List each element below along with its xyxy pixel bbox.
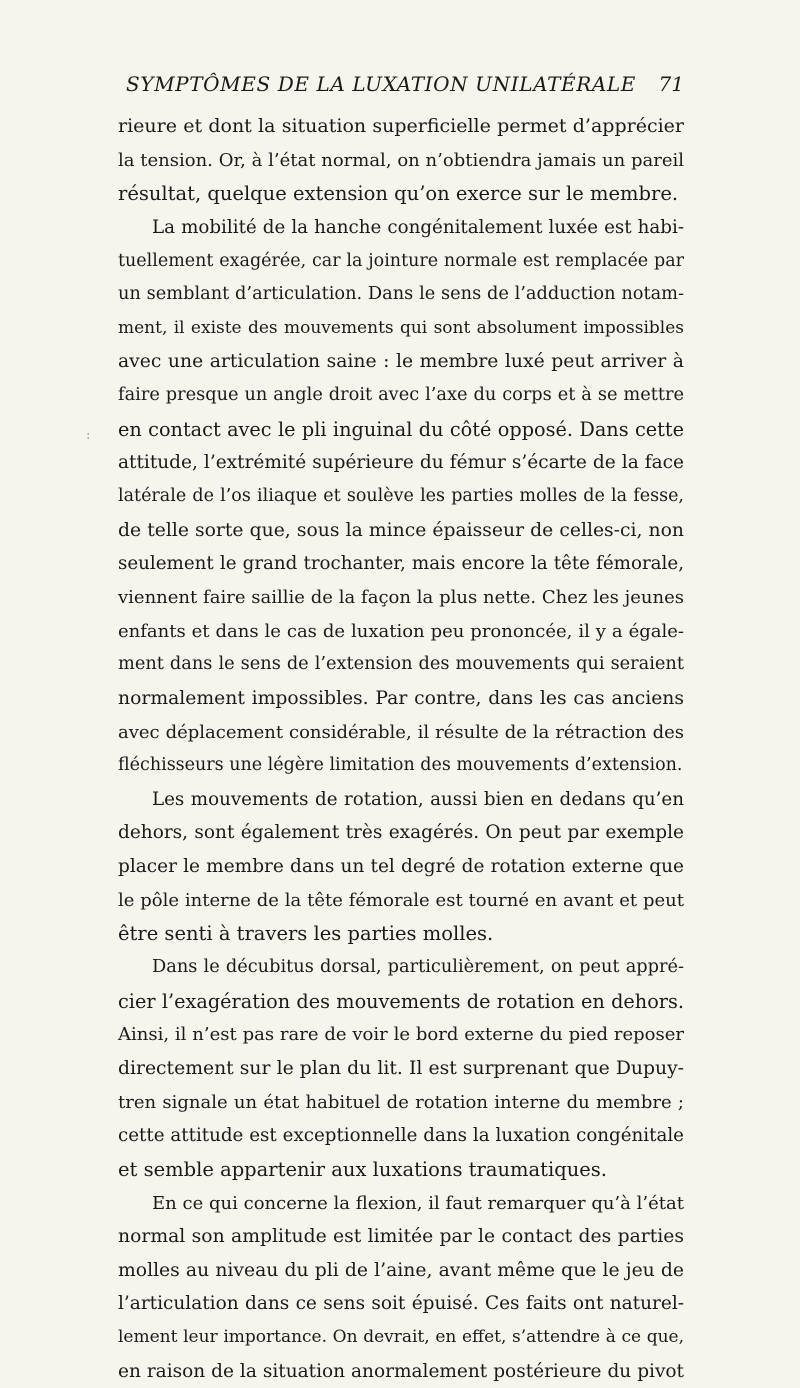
text-line: être senti à travers les parties molles.: [118, 922, 494, 946]
text-line: ment, il existe des mouvements qui sont absolument impossibles: [118, 317, 684, 338]
text-line: de telle sorte que, sous la mince épaisseur de celles-ci, non: [118, 519, 684, 541]
text-line: placer le membre dans un tel degré de rotation externe que: [118, 856, 684, 878]
text-line: rieure et dont la situation superficielle permet d’apprécier: [118, 115, 684, 137]
text-line: avec une articulation saine : le membre luxé peut arriver à: [118, 351, 684, 373]
text-line: le pôle interne de la tête fémorale est tourné en avant et peut: [118, 889, 684, 911]
text-line: la tension. Or, à l’état normal, on n’obtiendra jamais un pareil: [118, 149, 684, 171]
running-title: SYMPTÔMES DE LA LUXATION UNILATÉRALE: [125, 72, 636, 96]
text-line: tren signale un état habituel de rotation interne du membre ;: [118, 1091, 684, 1113]
text-line: un semblant d’articulation. Dans le sens de l’adduction notam-: [118, 284, 684, 305]
text-line: attitude, l’extrémité supérieure du fémur s’écarte de la face: [118, 452, 684, 474]
text-line: résultat, quelque extension qu’on exerce sur le membre.: [118, 182, 679, 206]
text-line: dehors, sont également très exagérés. On peut par exemple: [118, 822, 684, 844]
text-line: latérale de l’os iliaque et soulève les parties molles de la fesse,: [118, 486, 684, 507]
text-line: cette attitude est exceptionnelle dans la luxation congénitale: [118, 1125, 684, 1147]
page-number: 71: [658, 72, 684, 96]
text-line: ment dans le sens de l’extension des mouvements qui seraient: [118, 654, 684, 675]
text-line: normal son amplitude est limitée par le contact des parties: [118, 1226, 684, 1248]
text-line: molles au niveau du pli de l’aine, avant même que le jeu de: [118, 1259, 684, 1281]
text-line: Ainsi, il n’est pas rare de voir le bord externe du pied reposer: [118, 1024, 684, 1046]
text-line: l’articulation dans ce sens soit épuisé. Ces faits ont naturel-: [118, 1293, 684, 1315]
body-text: [118, 110, 684, 1388]
text-line: lement leur importance. On devrait, en effet, s’attendre à ce que,: [118, 1327, 684, 1348]
text-line: fléchisseurs une légère limitation des mouvements d’extension.: [118, 755, 683, 776]
text-line: directement sur le plan du lit. Il est surprenant que Dupuy-: [118, 1057, 684, 1079]
text-line: Les mouvements de rotation, aussi bien en dedans qu’en: [152, 788, 684, 810]
text-line: normalement impossibles. Par contre, dans les cas anciens: [118, 687, 684, 709]
running-header: [118, 72, 684, 100]
text-line: en contact avec le pli inguinal du côté opposé. Dans cette: [118, 417, 684, 441]
text-line: enfants et dans le cas de luxation peu prononcée, il y a égale-: [118, 620, 684, 642]
text-line: cier l’exagération des mouvements de rotation en dehors.: [118, 989, 684, 1013]
text-line: tuellement exagérée, car la jointure normale est remplacée par: [118, 250, 684, 271]
margin-mark: :: [86, 428, 91, 443]
text-line: seulement le grand trochanter, mais encore la tête fémorale,: [118, 553, 684, 575]
text-line: faire presque un angle droit avec l’axe du corps et à se mettre: [118, 385, 684, 406]
text-line: avec déplacement considérable, il résulte de la rétraction des: [118, 721, 684, 743]
text-line: En ce qui concerne la flexion, il faut remarquer qu’à l’état: [152, 1192, 684, 1214]
text-line: La mobilité de la hanche congénitalement luxée est habi-: [152, 216, 684, 238]
text-line: viennent faire saillie de la façon la plus nette. Chez les jeunes: [118, 586, 684, 608]
text-line: Dans le décubitus dorsal, particulièrement, on peut appré-: [152, 957, 684, 978]
text-line: en raison de la situation anormalement postérieure du pivot: [118, 1360, 684, 1382]
text-line: et semble appartenir aux luxations traumatiques.: [118, 1157, 607, 1181]
